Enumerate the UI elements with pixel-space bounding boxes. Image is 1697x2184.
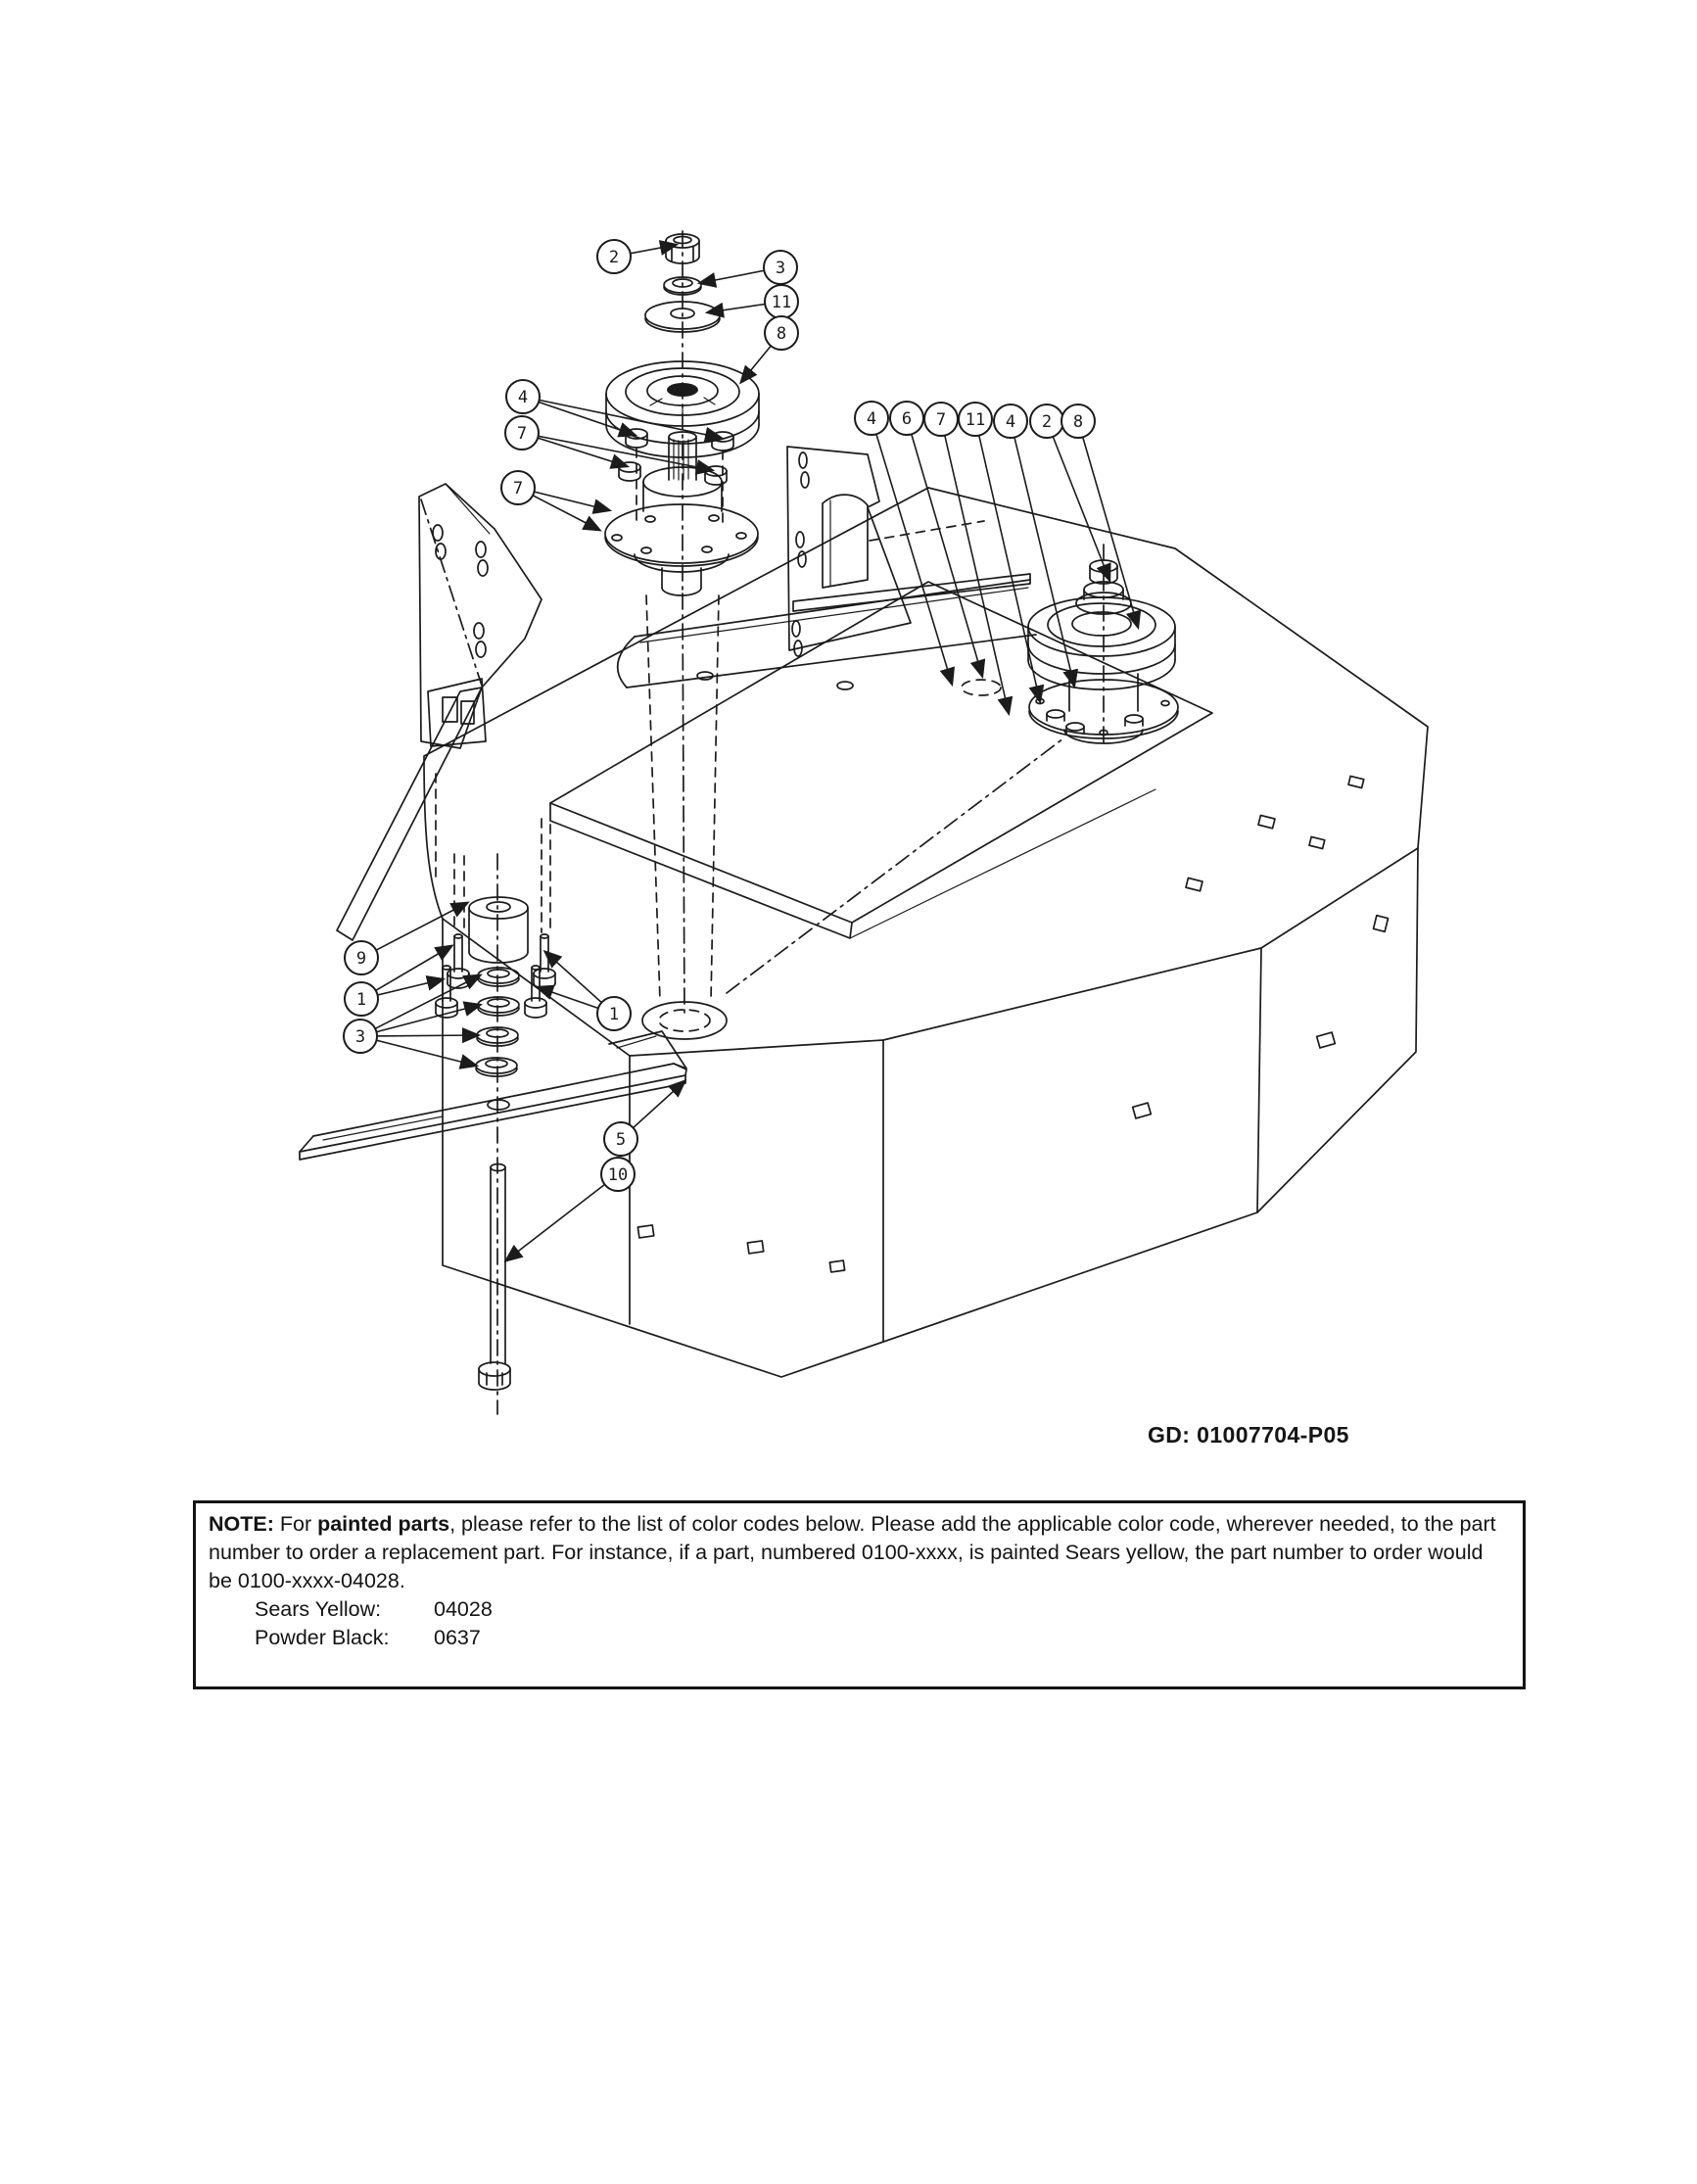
hanger-bracket-shape [421,499,482,686]
callout-number: 10 [607,1165,629,1185]
note-label: NOTE: [209,1512,274,1536]
callout-number: 7 [512,479,524,499]
callout-10 [601,1158,635,1191]
callout-2 [1030,404,1063,438]
callout-number: 9 [355,949,367,969]
spindle-assembly-right-shape [1028,597,1175,656]
spacer-part-9 [469,897,528,963]
spindle-assembly-right-shape [1125,715,1143,723]
callout-number: 1 [608,1005,620,1024]
spindle-assembly-right-shape [1066,723,1084,731]
hanger-bracket [337,484,542,940]
color-code-row [255,1624,1511,1652]
support-bracket-shape [787,447,911,650]
spindle-housing-part-6-shape [662,588,701,595]
callout-number: 6 [901,409,913,429]
callout-9 [345,941,378,974]
spindle-assembly-right-shape [1028,644,1175,674]
mower-deck-shape [1257,848,1418,1212]
blade-bolt-part-10-shape [479,1383,510,1390]
mower-deck-shape [550,803,852,938]
callout-number: 7 [935,410,947,430]
washers-part-3-shape [478,978,519,986]
callout-number: 2 [1041,412,1053,432]
support-bracket-shape [796,532,804,547]
bolts-part-1 [436,934,555,1018]
bolts-part-1-shape [454,936,462,972]
hanger-bracket-shape [476,542,486,557]
support-bracket-shape [792,621,800,637]
washers-part-3-shape [486,1060,507,1068]
mower-deck-shape [962,680,1001,695]
spindle-assembly-right-shape [1161,701,1169,706]
spacer-part-9-shape [487,902,510,912]
note-text [209,1510,1511,1594]
mower-deck-shape [829,1260,844,1272]
callout-number: 11 [771,293,792,312]
spindle-housing-part-6 [605,467,758,595]
splined-shaft-shape [674,440,688,480]
hanger-bracket-shape [476,641,486,657]
pulley-part-8-shape [650,398,715,412]
callout-number: 4 [1005,412,1016,432]
hanger-bracket-shape [478,560,488,576]
callout-4 [994,404,1027,438]
spindle-housing-part-6-shape [605,537,758,566]
callout-1 [345,982,378,1016]
bolts-part-1-shape [436,998,457,1008]
mower-deck-shape [1258,815,1275,828]
callout-3 [764,251,797,284]
callout-number: 3 [775,259,786,278]
mower-deck [424,488,1428,1377]
callout-balloons [344,240,1095,1191]
spindle-housing-part-6-shape [709,515,719,521]
callout-number: 2 [608,248,620,267]
leader-line [360,1036,476,1066]
mower-deck-shape [1373,916,1388,931]
mower-deck-shape [1186,878,1202,890]
callout-8 [1061,404,1095,438]
callout-number: 5 [615,1130,627,1150]
mounting-bolts-part-4-shape [626,443,647,448]
callout-number: 8 [776,324,787,344]
hanger-bracket-shape [337,688,482,940]
leader-line [941,419,1009,713]
mower-deck-shape [550,582,1212,923]
flange-nuts-part-7 [619,462,727,485]
bolts-part-1-shape [541,934,548,938]
blade-part-5-shape [323,1116,443,1140]
color-name: Powder Black: [255,1626,390,1650]
drawing-code: GD: 01007704-P05 [1148,1422,1349,1448]
spindle-assembly-right-shape [1047,710,1064,718]
leader-lines [360,245,1138,1260]
leader-line [361,903,467,958]
note-body-post: , please refer to the list of color codes below. Please add the applicable color code, wherever needed, to the part number to order a replacement part. For instance, if a part, numbered 0100-xxxx, is painted Sears yellow, the part number to order would be 0100-xxxx-04028. [209,1512,1496,1592]
callout-11 [959,403,992,436]
mower-deck-shape [837,682,853,689]
mower-deck-shape [424,488,1428,1056]
belt-shape [627,635,1036,688]
leader-line [1047,421,1109,580]
color-code-row [255,1595,1511,1624]
callout-number: 11 [965,410,986,430]
note-body-bold: painted parts [317,1512,450,1536]
spindle-assembly-left [605,231,759,1017]
support-bracket-shape [801,472,809,488]
mower-deck-shape [1133,1103,1152,1118]
bolts-part-1-shape [454,934,462,938]
hanger-bracket-shape [446,484,490,534]
pulley-part-8 [606,361,759,457]
spindle-housing-part-6-shape [612,535,622,541]
washers-part-3-shape [478,1008,519,1016]
color-name: Sears Yellow: [255,1597,382,1622]
spindle-housing-part-6-shape [641,547,651,553]
hanger-bracket-shape [474,623,484,639]
callout-number: 4 [866,409,877,429]
spindle-assembly-right [1028,545,1178,748]
callout-4 [855,402,888,435]
bolts-part-1-shape [525,998,546,1008]
callout-2 [597,240,631,273]
callout-1 [597,997,631,1030]
spindle-assembly-left-shape [683,593,684,1017]
spindle-housing-part-6-shape [702,546,712,552]
color-code: 04028 [434,1597,493,1622]
support-bracket-shape [799,452,807,468]
blade-part-5-shape [488,1100,509,1110]
callout-5 [604,1122,637,1156]
callout-number: 7 [516,424,528,444]
bolts-part-1-shape [443,968,450,1001]
support-bracket [787,447,911,656]
spindle-assembly-right-shape [1072,612,1131,636]
washers-part-3-shape [476,1068,517,1076]
callout-7 [505,416,539,450]
leader-line [360,1035,478,1036]
mower-deck-shape [1317,1032,1336,1048]
bolts-part-1-shape [443,966,450,970]
spacer-part-9-shape [469,952,528,963]
bolts-part-1-shape [532,966,540,970]
callout-7 [924,403,958,436]
spindle-housing-part-6-shape [736,533,746,539]
mower-deck-shape [850,789,1155,938]
color-code-list [255,1595,1511,1652]
color-code: 0637 [434,1626,481,1650]
mower-deck-shape [727,738,1063,993]
blade-hardware [436,819,555,1414]
callout-7 [501,471,535,504]
mower-deck-shape [1309,836,1325,848]
blade-bolt-part-10-shape [479,1369,510,1385]
baffle [823,495,984,588]
mower-deck-shape [637,1225,653,1238]
leader-line [360,1005,480,1036]
belt-shape [618,637,635,688]
spindle-housing-part-6-shape [645,516,655,522]
blade-bolt-part-10-shape [479,1362,510,1376]
callout-4 [506,380,540,413]
note-box [193,1500,1526,1689]
mower-deck-shape [747,1241,763,1254]
callout-number: 1 [355,990,367,1010]
support-bracket-shape [798,551,806,567]
mower-deck-shape [1348,776,1364,787]
belt-shape [635,580,1030,637]
washers-part-3-shape [488,970,509,977]
callout-number: 4 [517,388,529,407]
leader-line [506,1174,618,1260]
leader-line [1011,421,1074,686]
callout-3 [344,1020,377,1053]
mower-deck-shape [443,919,1261,1377]
callout-6 [890,402,923,435]
callout-8 [765,316,798,350]
bolts-part-1-shape [525,1013,546,1018]
leader-line [975,419,1040,701]
spacer-part-9-shape [469,897,528,919]
callout-number: 8 [1072,412,1084,432]
callout-number: 3 [354,1027,366,1047]
note-body-pre: For [273,1512,318,1536]
washers-part-3-shape [488,999,509,1007]
spindle-housing-part-6-shape [605,504,758,563]
flange-nuts-part-7-shape [619,476,640,481]
callout-11 [765,285,798,318]
blade-bolt-part-10 [479,1164,510,1391]
pulley-part-8-shape [667,383,698,397]
